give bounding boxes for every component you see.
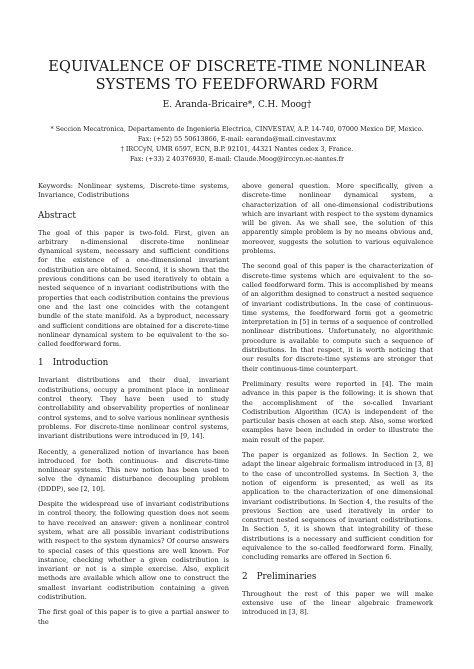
paragraph: The first goal of this paper is to give a partial answer to the [38,608,229,626]
left-column [38,182,229,633]
section-heading-preliminaries [242,572,433,583]
abstract-text: The goal of this paper is two-fold. First, given an arbitrary n-dimensional discrete-time nonlinear dynamical system, necessary and sufficient conditions for the existence of a one-dimensional invariant codistribution are obtained. Second, it is shown that the previous conditions can be used iteratively to obtain a nested sequence of n invariant codistributions with the properties that each codistribution contains the previous one and the last one coincides with the cotangent bundle of the state manifold. As a byproduct, necessary and sufficient conditions are obtained for a discrete-time nonlinear dynamical system to be equivalent to the so-called feedforward form. [38,228,229,349]
paragraph: above general question. More specifically, given a discrete-time nonlinear dynamical system, a characterization of all one-dimensional codistributions which are invariant with respect to the system dynamics will be given. As we shall see, the solution of this apparently simple problem is by no means obvious and, moreover, suggests the solution to various equivalence problems. [242,182,433,256]
section-title: Preliminaries [256,571,317,582]
paper-title: EQUIVALENCE OF DISCRETE-TIME NONLINEAR SYSTEMS TO FEEDFORWARD FORM [48,59,426,93]
section-heading-introduction [38,358,229,369]
author-list: E. Aranda-Bricaire*, C.H. Moog† [162,100,312,110]
section-number: 1 [38,358,44,369]
paragraph: The second goal of this paper is the characterization of discrete-time systems which are equivalent to the so-called feedforward form. This is accomplished by means of an algorithm designed to construct a nested sequence of invariant codistributions. In the case of continuous-time systems, the feedforward form got a geometric interpretation in [5] in terms of a sequence of controlled nonlinear distributions. Unfortunately, no algorithmic procedure is available to compute such a sequence of distributions. In that respect, it is worth noticing that our results for discrete-time systems are stronger that their continuous-time counterpart. [242,262,433,373]
section-title: Introduction [52,358,109,369]
right-column [242,182,433,623]
paragraph: Invariant distributions and their dual, invariant codistributions, occupy a prominent place in nonlinear control theory. They have been used to study controllability and observability properties of nonlinear control systems, and to solve various nonlinear synthesis problems. For discrete-time nonlinear control systems, invariant distributions were introduced in [9, 14]. [38,376,229,441]
affiliation-line: Fax: (+33) 2 40376930, E-mail: Claude.Moog@irccyn.ec-nantes.fr [129,155,345,163]
paragraph: Throughout the rest of this paper we will make extensive use of the linear algebraic framework introduced in [3, 8]. [242,589,433,617]
paragraph: Despite the widespread use of invariant codistributions in control theory, the following question does not seem to have received an answer: given a nonlinear control system, what are all possible invariant codistributions with respect to the system dynamics? Of course answers to special cases of this questions are well known. For instance, checking whether a given codistribution is invariant or not is a simple exercise. Also, explicit methods are available which allow one to construct the smallest invariant codistribution containing a given codistribution. [38,500,229,601]
affiliation-line: † IRCCyN, UMR 6597, ECN, B.P. 92101, 44321 Nantes cedex 3, France. [120,145,354,153]
affiliation-line: * Seccion Mecatronica, Departamento de Ingenieria Electrica, CINVESTAV, A.P. 14-740, 07000 Mexico DF, Mexico. [50,125,424,133]
paragraph: Recently, a generalized notion of invariance has been introduced for both continuous- and discrete-time nonlinear systems. This new notion has been used to solve the dynamic disturbance decoupling problem (DDDP), see [2, 10]. [38,447,229,493]
keywords: Keywords: Nonlinear systems, Discrete-time systems, Invariance, Codistributions [38,182,229,200]
section-number: 2 [242,571,248,582]
abstract-heading: Abstract [38,210,76,221]
paragraph: Preliminary results were reported in [4]. The main advance in this paper is the following: it is shown that the accomplishment of the so-called Invariant Codistribution Algorithm (ICA) is independent of the particular basis chosen at each step. Also, some worked examples have been included in order to illustrate the main result of the paper. [242,379,433,444]
paragraph: The paper is organized as follows. In Section 2, we adapt the linear algebraic formalism introduced in [3, 8] to the case of uncontrolled systems. In Section 3, the notion of eigenform is presented, as well as its application to the characterization of one dimensional invariant codistributions. In Section 4, the results of the previous Section are used iteratively in order to construct nested sequences of invariant codistributions. In Section 5, it is shown that integrability of these distributions is a necessary and sufficient condition for equivalence to the so-called feedforward form. Finally, concluding remarks are offered in Section 6. [242,451,433,562]
affiliation-line: Fax: (+52) 55 50613866, E-mail: earanda@mail.cinvestav.mx [137,135,337,143]
affiliations [40,124,434,164]
